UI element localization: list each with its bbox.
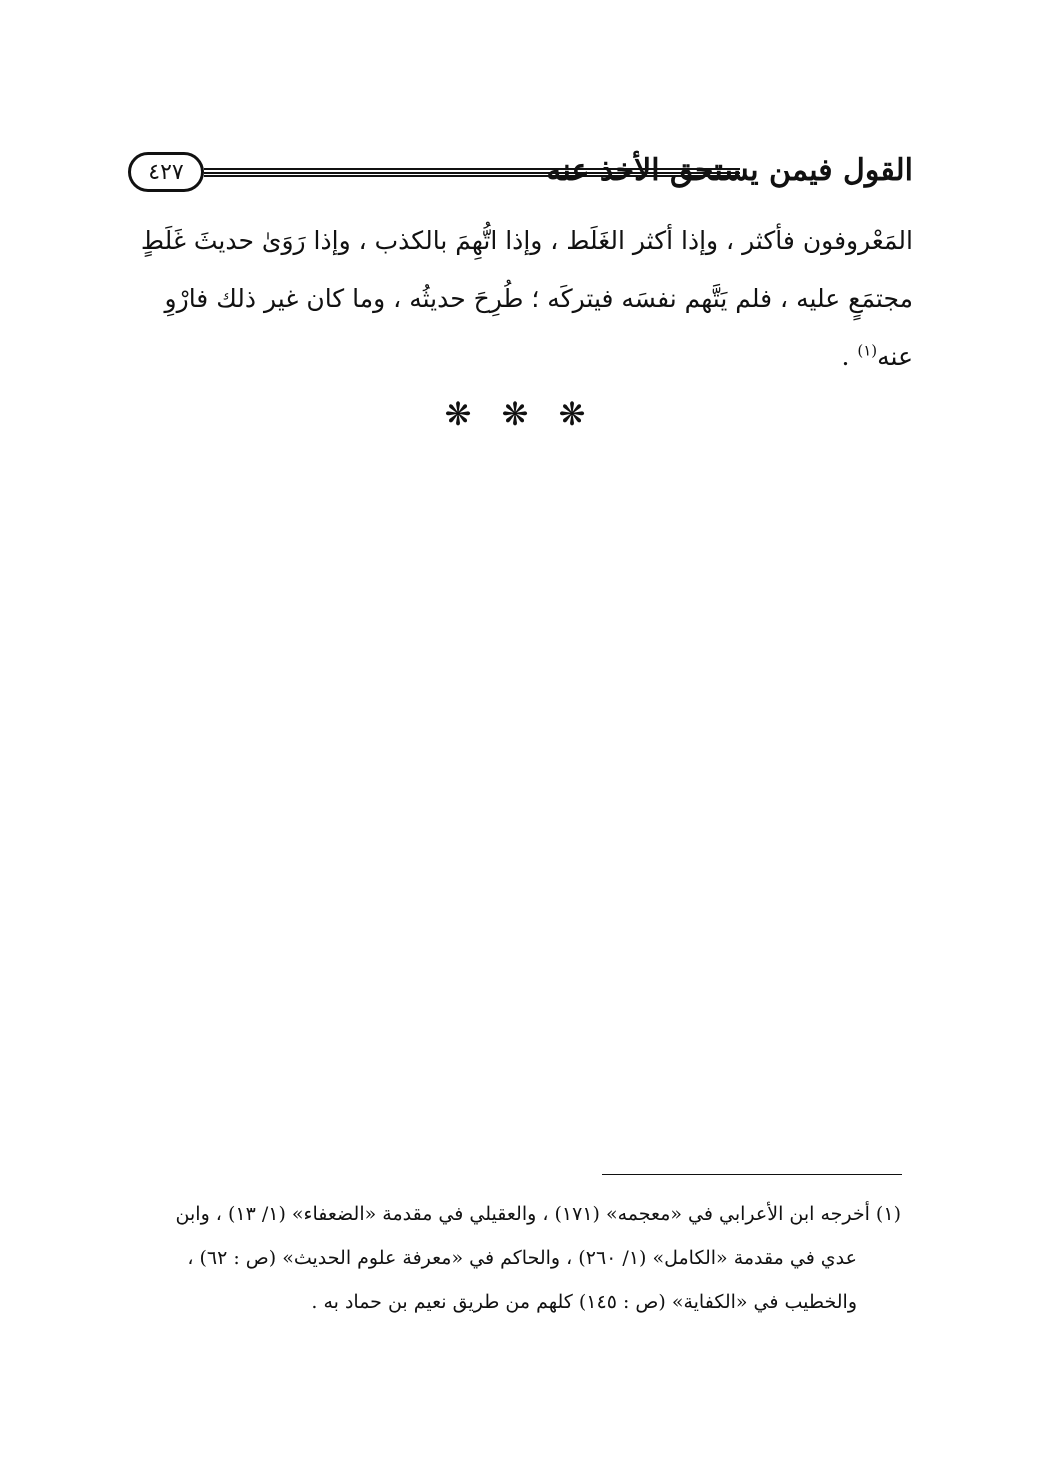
main-text [128,212,913,386]
page-number [128,152,204,192]
footnotes [128,1192,901,1324]
text-line-content: عنه [877,342,913,371]
page-header [128,148,913,198]
footnote-line: عدي في مقدمة «الكامل» (١/ ٢٦٠) ، والحاكم في «معرفة علوم الحديث» (ص : ٦٢) ، [187,1247,857,1269]
text-line-last [128,328,913,386]
footnote-rule [602,1174,902,1175]
section-separator: ❋ ❋ ❋ [444,395,596,433]
page-number-text: ٤٢٧ [148,159,184,185]
footnote-line: والخطيب في «الكفاية» (ص : ١٤٥) كلهم من طريق نعيم بن حماد به . [311,1291,857,1313]
running-title: القول فيمن يستحق الأخذ عنه [546,153,913,188]
footnote-line: (١) أخرجه ابن الأعرابي في «معجمه» (١٧١) ، والعقيلي في مقدمة «الضعفاء» (١/ ١٣) ، وابن [175,1203,901,1225]
footnote-marker[interactable]: (١) [857,341,878,360]
text-line: المَعْروفون فأكثر ، وإذا أكثر الغَلَط ، وإذا اتُّهِمَ بالكذب ، وإذا رَوَىٰ حديثَ غَلَطٍ [140,226,913,255]
sentence-end: . [841,342,858,371]
text-line: مجتمَعٍ عليه ، فلم يَتَّهم نفسَه فيتركَه ؛ طُرِحَ حديثُه ، وما كان غير ذلك فارْوِ [164,284,913,313]
